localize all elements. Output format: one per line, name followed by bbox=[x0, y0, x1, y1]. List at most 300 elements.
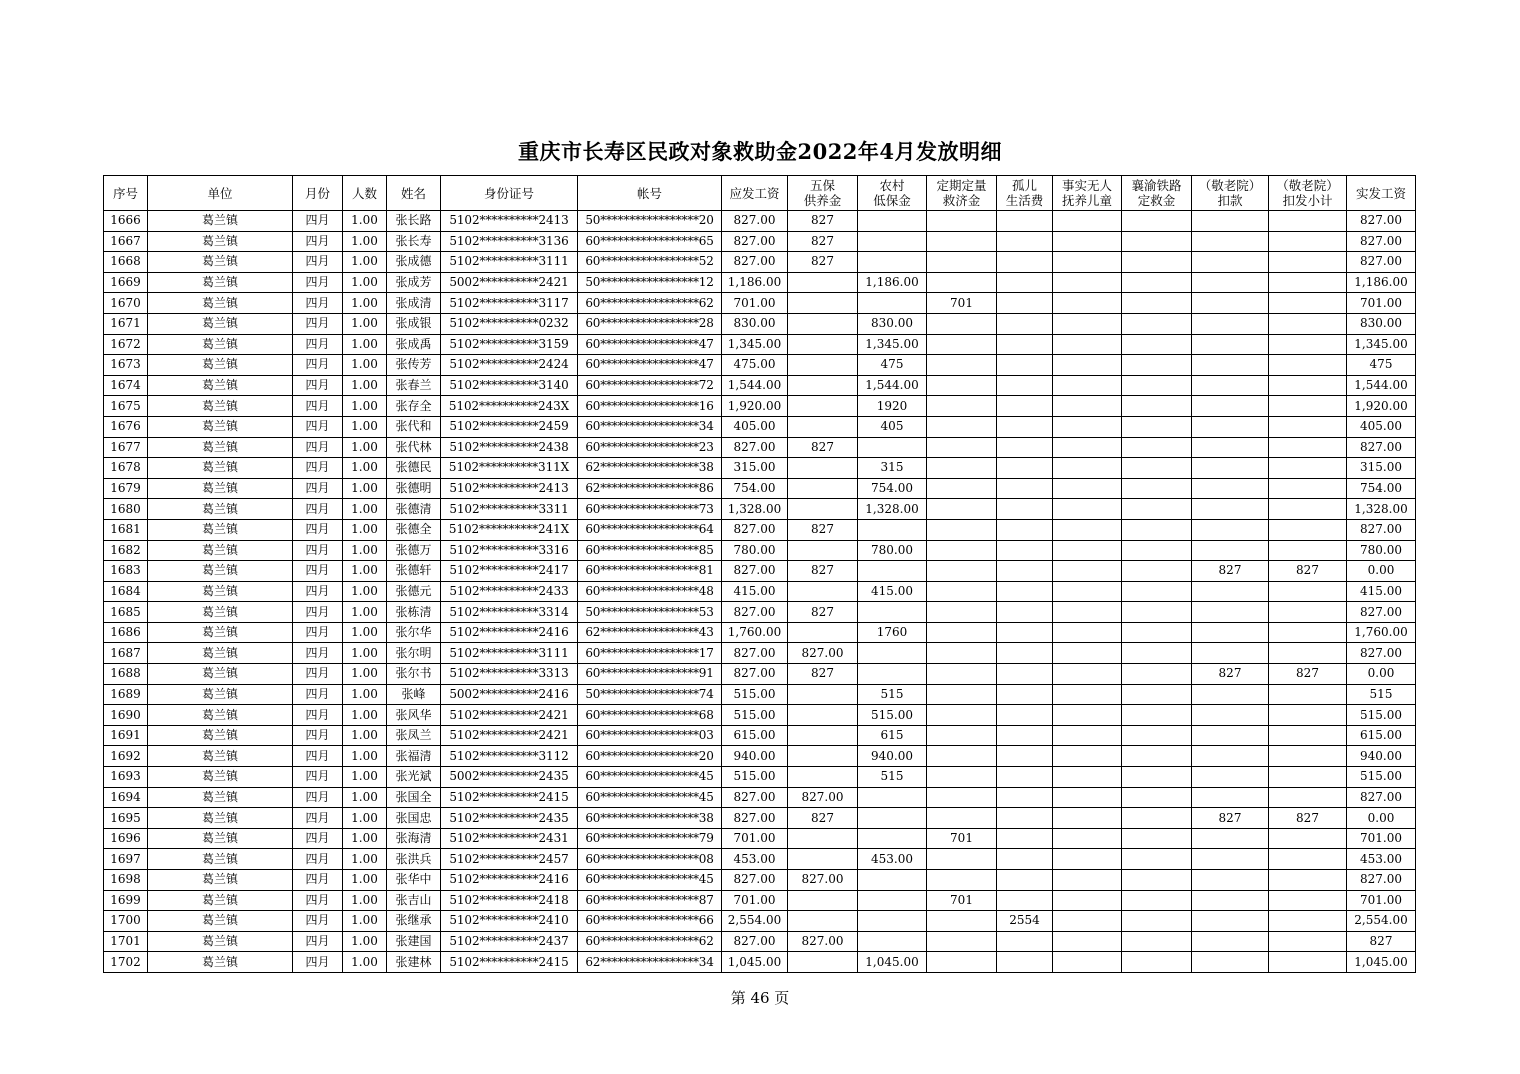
col-month-cell: 四月 bbox=[293, 334, 343, 355]
col-id-cell: 5102**********3311 bbox=[441, 499, 578, 520]
col-count-cell: 1.00 bbox=[343, 252, 387, 273]
col-account-cell: 50*****************12 bbox=[578, 272, 722, 293]
col-deduction-subtotal-cell bbox=[1269, 911, 1347, 932]
col-wubao-cell bbox=[788, 313, 858, 334]
col-xiangyu-cell bbox=[1122, 767, 1192, 788]
col-seq-cell: 1679 bbox=[104, 478, 148, 499]
col-payable-cell: 453.00 bbox=[722, 849, 788, 870]
col-dingqi-cell bbox=[927, 458, 997, 479]
table-row bbox=[104, 561, 1416, 582]
col-wubao-cell bbox=[788, 334, 858, 355]
col-deduction-subtotal-cell bbox=[1269, 787, 1347, 808]
col-dibao-cell: 453.00 bbox=[858, 849, 927, 870]
col-payable-cell: 827.00 bbox=[722, 787, 788, 808]
col-dibao-cell: 1920 bbox=[858, 396, 927, 417]
col-unattended-child-cell bbox=[1053, 540, 1122, 561]
col-payable-cell: 827.00 bbox=[722, 231, 788, 252]
col-dingqi-cell bbox=[927, 931, 997, 952]
table-row bbox=[104, 664, 1416, 685]
col-payable-cell: 780.00 bbox=[722, 540, 788, 561]
col-actual-cell: 827.00 bbox=[1347, 519, 1416, 540]
col-month-cell: 四月 bbox=[293, 375, 343, 396]
col-dibao-cell: 415.00 bbox=[858, 581, 927, 602]
col-unit-cell: 葛兰镇 bbox=[148, 643, 293, 664]
col-deduction-subtotal-cell bbox=[1269, 416, 1347, 437]
col-account-cell: 60*****************38 bbox=[578, 808, 722, 829]
col-wubao-cell: 827 bbox=[788, 231, 858, 252]
table-row bbox=[104, 643, 1416, 664]
col-actual-cell: 415.00 bbox=[1347, 581, 1416, 602]
col-deduction-subtotal-cell bbox=[1269, 334, 1347, 355]
col-payable-cell: 827.00 bbox=[722, 931, 788, 952]
col-payable-cell: 827.00 bbox=[722, 664, 788, 685]
table-row bbox=[104, 458, 1416, 479]
col-id-cell: 5002**********2421 bbox=[441, 272, 578, 293]
col-account-cell: 60*****************47 bbox=[578, 355, 722, 376]
col-dibao-cell bbox=[858, 437, 927, 458]
col-account-cell: 60*****************23 bbox=[578, 437, 722, 458]
col-month-cell: 四月 bbox=[293, 293, 343, 314]
col-deduction-cell: 827 bbox=[1192, 808, 1269, 829]
col-id-cell: 5102**********3136 bbox=[441, 231, 578, 252]
col-deduction-cell bbox=[1192, 231, 1269, 252]
col-month-cell: 四月 bbox=[293, 252, 343, 273]
col-dingqi-cell bbox=[927, 622, 997, 643]
col-orphan-cell bbox=[997, 252, 1053, 273]
col-account-cell: 60*****************73 bbox=[578, 499, 722, 520]
col-deduction-subtotal-cell bbox=[1269, 231, 1347, 252]
col-dingqi-cell bbox=[927, 355, 997, 376]
col-dibao-cell bbox=[858, 519, 927, 540]
col-seq-cell: 1668 bbox=[104, 252, 148, 273]
table-row bbox=[104, 334, 1416, 355]
col-deduction-subtotal-cell: 827 bbox=[1269, 664, 1347, 685]
col-deduction-subtotal-cell bbox=[1269, 437, 1347, 458]
col-seq-cell: 1676 bbox=[104, 416, 148, 437]
col-dibao-cell: 830.00 bbox=[858, 313, 927, 334]
table-row bbox=[104, 231, 1416, 252]
col-orphan-cell bbox=[997, 272, 1053, 293]
col-unattended-child-cell bbox=[1053, 931, 1122, 952]
col-count-cell: 1.00 bbox=[343, 478, 387, 499]
col-orphan-cell bbox=[997, 767, 1053, 788]
col-dingqi-cell: 701 bbox=[927, 890, 997, 911]
col-id-cell: 5102**********3313 bbox=[441, 664, 578, 685]
col-dingqi-cell bbox=[927, 952, 997, 973]
col-xiangyu-cell bbox=[1122, 725, 1192, 746]
col-dibao-cell bbox=[858, 252, 927, 273]
col-deduction-subtotal-cell: 827 bbox=[1269, 808, 1347, 829]
col-month-cell: 四月 bbox=[293, 725, 343, 746]
col-dibao-cell bbox=[858, 787, 927, 808]
col-count-cell: 1.00 bbox=[343, 293, 387, 314]
col-unit-cell: 葛兰镇 bbox=[148, 334, 293, 355]
col-unattended-child-cell bbox=[1053, 499, 1122, 520]
col-dingqi-cell bbox=[927, 437, 997, 458]
col-account-cell: 50*****************74 bbox=[578, 684, 722, 705]
col-seq-cell: 1675 bbox=[104, 396, 148, 417]
col-month-cell: 四月 bbox=[293, 416, 343, 437]
col-id-cell: 5102**********2413 bbox=[441, 211, 578, 232]
col-dibao-cell bbox=[858, 561, 927, 582]
table-row bbox=[104, 313, 1416, 334]
col-orphan-cell bbox=[997, 313, 1053, 334]
table-row bbox=[104, 416, 1416, 437]
col-month-cell: 四月 bbox=[293, 602, 343, 623]
col-xiangyu-cell bbox=[1122, 931, 1192, 952]
col-dingqi-cell bbox=[927, 767, 997, 788]
col-count-cell: 1.00 bbox=[343, 375, 387, 396]
col-deduction-cell bbox=[1192, 828, 1269, 849]
col-account-cell: 60*****************47 bbox=[578, 334, 722, 355]
col-account-cell: 60*****************65 bbox=[578, 231, 722, 252]
col-xiangyu-cell bbox=[1122, 664, 1192, 685]
col-name-cell: 张成禹 bbox=[387, 334, 441, 355]
col-name-cell: 张代和 bbox=[387, 416, 441, 437]
col-dibao-cell bbox=[858, 870, 927, 891]
col-month-cell: 四月 bbox=[293, 870, 343, 891]
col-unattended-child-cell bbox=[1053, 828, 1122, 849]
col-id-cell: 5102**********2418 bbox=[441, 890, 578, 911]
col-xiangyu-cell bbox=[1122, 334, 1192, 355]
col-unit-cell: 葛兰镇 bbox=[148, 705, 293, 726]
col-deduction-cell bbox=[1192, 767, 1269, 788]
col-dingqi-cell bbox=[927, 911, 997, 932]
col-count-cell: 1.00 bbox=[343, 767, 387, 788]
col-dingqi-cell bbox=[927, 705, 997, 726]
col-id-cell: 5102**********3112 bbox=[441, 746, 578, 767]
col-payable-cell: 315.00 bbox=[722, 458, 788, 479]
col-wubao-cell bbox=[788, 375, 858, 396]
col-seq-cell: 1685 bbox=[104, 602, 148, 623]
col-orphan-cell bbox=[997, 581, 1053, 602]
col-count-cell: 1.00 bbox=[343, 540, 387, 561]
col-id-cell: 5102**********2413 bbox=[441, 478, 578, 499]
col-xiangyu-cell bbox=[1122, 787, 1192, 808]
table-row bbox=[104, 870, 1416, 891]
col-xiangyu-cell bbox=[1122, 602, 1192, 623]
col-dibao-cell bbox=[858, 602, 927, 623]
col-name-cell: 张洪兵 bbox=[387, 849, 441, 870]
col-id-cell: 5102**********2416 bbox=[441, 870, 578, 891]
col-deduction-subtotal-cell bbox=[1269, 375, 1347, 396]
col-month-cell: 四月 bbox=[293, 458, 343, 479]
col-payable-cell: 1,045.00 bbox=[722, 952, 788, 973]
col-deduction-subtotal-cell bbox=[1269, 478, 1347, 499]
col-deduction-cell bbox=[1192, 931, 1269, 952]
col-actual-cell: 827.00 bbox=[1347, 437, 1416, 458]
col-unit-cell: 葛兰镇 bbox=[148, 808, 293, 829]
col-dibao-cell bbox=[858, 931, 927, 952]
col-deduction-cell bbox=[1192, 334, 1269, 355]
col-seq-cell: 1694 bbox=[104, 787, 148, 808]
col-wubao-cell bbox=[788, 396, 858, 417]
col-xiangyu-cell bbox=[1122, 890, 1192, 911]
col-deduction-cell bbox=[1192, 416, 1269, 437]
col-orphan-header: 孤儿 生活费 bbox=[997, 176, 1053, 211]
col-id-cell: 5102**********2459 bbox=[441, 416, 578, 437]
col-account-cell: 60*****************87 bbox=[578, 890, 722, 911]
col-unattended-child-cell bbox=[1053, 272, 1122, 293]
table-row bbox=[104, 849, 1416, 870]
col-xiangyu-cell bbox=[1122, 375, 1192, 396]
col-name-cell: 张国全 bbox=[387, 787, 441, 808]
col-dingqi-cell bbox=[927, 478, 997, 499]
col-xiangyu-cell bbox=[1122, 643, 1192, 664]
col-deduction-subtotal-header: （敬老院） 扣发小计 bbox=[1269, 176, 1347, 211]
col-deduction-subtotal-cell bbox=[1269, 458, 1347, 479]
col-deduction-subtotal-cell bbox=[1269, 828, 1347, 849]
col-orphan-cell bbox=[997, 334, 1053, 355]
col-xiangyu-cell bbox=[1122, 870, 1192, 891]
col-account-cell: 60*****************34 bbox=[578, 416, 722, 437]
table-row bbox=[104, 293, 1416, 314]
col-unattended-child-cell bbox=[1053, 416, 1122, 437]
col-deduction-cell bbox=[1192, 890, 1269, 911]
col-id-cell: 5102**********2416 bbox=[441, 622, 578, 643]
col-month-cell: 四月 bbox=[293, 664, 343, 685]
col-wubao-cell bbox=[788, 684, 858, 705]
table-row bbox=[104, 890, 1416, 911]
col-seq-cell: 1692 bbox=[104, 746, 148, 767]
col-id-cell: 5102**********2433 bbox=[441, 581, 578, 602]
col-month-cell: 四月 bbox=[293, 890, 343, 911]
col-name-cell: 张成德 bbox=[387, 252, 441, 273]
col-account-cell: 60*****************91 bbox=[578, 664, 722, 685]
col-deduction-cell bbox=[1192, 396, 1269, 417]
col-actual-cell: 827.00 bbox=[1347, 252, 1416, 273]
col-deduction-cell bbox=[1192, 519, 1269, 540]
col-seq-cell: 1669 bbox=[104, 272, 148, 293]
col-count-cell: 1.00 bbox=[343, 519, 387, 540]
col-orphan-cell bbox=[997, 355, 1053, 376]
col-month-cell: 四月 bbox=[293, 519, 343, 540]
col-id-cell: 5102**********3140 bbox=[441, 375, 578, 396]
col-unattended-child-cell bbox=[1053, 458, 1122, 479]
col-dibao-cell bbox=[858, 890, 927, 911]
col-account-cell: 50*****************53 bbox=[578, 602, 722, 623]
col-count-cell: 1.00 bbox=[343, 272, 387, 293]
col-name-cell: 张代林 bbox=[387, 437, 441, 458]
col-dingqi-cell bbox=[927, 746, 997, 767]
col-deduction-subtotal-cell bbox=[1269, 293, 1347, 314]
col-orphan-cell bbox=[997, 458, 1053, 479]
col-orphan-cell bbox=[997, 499, 1053, 520]
col-xiangyu-cell bbox=[1122, 252, 1192, 273]
col-wubao-cell: 827.00 bbox=[788, 643, 858, 664]
col-count-cell: 1.00 bbox=[343, 828, 387, 849]
col-xiangyu-cell bbox=[1122, 622, 1192, 643]
col-seq-cell: 1671 bbox=[104, 313, 148, 334]
col-count-cell: 1.00 bbox=[343, 787, 387, 808]
col-count-cell: 1.00 bbox=[343, 458, 387, 479]
col-unattended-child-cell bbox=[1053, 746, 1122, 767]
col-payable-cell: 827.00 bbox=[722, 808, 788, 829]
col-orphan-cell bbox=[997, 952, 1053, 973]
col-deduction-subtotal-cell bbox=[1269, 746, 1347, 767]
col-dibao-cell: 515.00 bbox=[858, 705, 927, 726]
col-dingqi-cell bbox=[927, 581, 997, 602]
col-id-cell: 5102**********2457 bbox=[441, 849, 578, 870]
col-wubao-cell bbox=[788, 828, 858, 849]
col-deduction-cell bbox=[1192, 499, 1269, 520]
col-actual-cell: 1,544.00 bbox=[1347, 375, 1416, 396]
table-row bbox=[104, 911, 1416, 932]
col-unit-header: 单位 bbox=[148, 176, 293, 211]
col-xiangyu-cell bbox=[1122, 849, 1192, 870]
col-orphan-cell bbox=[997, 643, 1053, 664]
col-month-cell: 四月 bbox=[293, 684, 343, 705]
col-id-cell: 5102**********3314 bbox=[441, 602, 578, 623]
table-row bbox=[104, 437, 1416, 458]
col-id-cell: 5102**********243X bbox=[441, 396, 578, 417]
col-unattended-child-cell bbox=[1053, 787, 1122, 808]
col-deduction-subtotal-cell bbox=[1269, 252, 1347, 273]
col-xiangyu-cell bbox=[1122, 396, 1192, 417]
col-wubao-cell: 827 bbox=[788, 561, 858, 582]
col-month-cell: 四月 bbox=[293, 643, 343, 664]
col-deduction-cell bbox=[1192, 622, 1269, 643]
col-wubao-cell: 827.00 bbox=[788, 787, 858, 808]
col-xiangyu-cell bbox=[1122, 211, 1192, 232]
col-name-cell: 张建林 bbox=[387, 952, 441, 973]
col-unit-cell: 葛兰镇 bbox=[148, 581, 293, 602]
col-name-cell: 张凤兰 bbox=[387, 725, 441, 746]
col-orphan-cell bbox=[997, 293, 1053, 314]
col-unit-cell: 葛兰镇 bbox=[148, 211, 293, 232]
col-month-cell: 四月 bbox=[293, 540, 343, 561]
col-unattended-child-cell bbox=[1053, 313, 1122, 334]
col-orphan-cell bbox=[997, 416, 1053, 437]
col-unattended-child-cell bbox=[1053, 808, 1122, 829]
col-id-cell: 5102**********2421 bbox=[441, 725, 578, 746]
col-wubao-cell bbox=[788, 767, 858, 788]
col-account-cell: 60*****************17 bbox=[578, 643, 722, 664]
col-unit-cell: 葛兰镇 bbox=[148, 231, 293, 252]
col-dingqi-cell bbox=[927, 416, 997, 437]
col-name-cell: 张海清 bbox=[387, 828, 441, 849]
col-dibao-cell: 1,045.00 bbox=[858, 952, 927, 973]
col-xiangyu-cell bbox=[1122, 684, 1192, 705]
table-row bbox=[104, 602, 1416, 623]
col-deduction-cell: 827 bbox=[1192, 664, 1269, 685]
col-wubao-cell bbox=[788, 849, 858, 870]
col-deduction-cell bbox=[1192, 458, 1269, 479]
col-unattended-child-cell bbox=[1053, 581, 1122, 602]
col-seq-cell: 1691 bbox=[104, 725, 148, 746]
col-actual-cell: 827.00 bbox=[1347, 602, 1416, 623]
col-id-cell: 5102**********2417 bbox=[441, 561, 578, 582]
col-unit-cell: 葛兰镇 bbox=[148, 396, 293, 417]
col-unit-cell: 葛兰镇 bbox=[148, 499, 293, 520]
col-unit-cell: 葛兰镇 bbox=[148, 272, 293, 293]
col-orphan-cell bbox=[997, 849, 1053, 870]
col-count-cell: 1.00 bbox=[343, 561, 387, 582]
col-unit-cell: 葛兰镇 bbox=[148, 767, 293, 788]
col-unattended-child-cell bbox=[1053, 252, 1122, 273]
col-seq-cell: 1701 bbox=[104, 931, 148, 952]
col-xiangyu-cell bbox=[1122, 911, 1192, 932]
col-wubao-cell bbox=[788, 725, 858, 746]
col-month-cell: 四月 bbox=[293, 437, 343, 458]
col-orphan-cell: 2554 bbox=[997, 911, 1053, 932]
col-account-header: 帐号 bbox=[578, 176, 722, 211]
col-payable-cell: 1,328.00 bbox=[722, 499, 788, 520]
col-unattended-child-cell bbox=[1053, 561, 1122, 582]
col-payable-cell: 415.00 bbox=[722, 581, 788, 602]
col-month-cell: 四月 bbox=[293, 911, 343, 932]
col-xiangyu-cell bbox=[1122, 705, 1192, 726]
col-orphan-cell bbox=[997, 808, 1053, 829]
col-payable-cell: 515.00 bbox=[722, 705, 788, 726]
col-id-cell: 5102**********3111 bbox=[441, 252, 578, 273]
col-payable-cell: 827.00 bbox=[722, 643, 788, 664]
col-name-cell: 张德轩 bbox=[387, 561, 441, 582]
col-wubao-cell: 827 bbox=[788, 252, 858, 273]
table-row bbox=[104, 746, 1416, 767]
col-name-cell: 张长路 bbox=[387, 211, 441, 232]
col-count-cell: 1.00 bbox=[343, 725, 387, 746]
col-wubao-cell bbox=[788, 478, 858, 499]
col-unit-cell: 葛兰镇 bbox=[148, 478, 293, 499]
col-deduction-subtotal-cell bbox=[1269, 396, 1347, 417]
col-wubao-cell: 827 bbox=[788, 519, 858, 540]
col-dingqi-cell: 701 bbox=[927, 293, 997, 314]
col-actual-cell: 453.00 bbox=[1347, 849, 1416, 870]
col-dingqi-cell bbox=[927, 849, 997, 870]
col-unattended-child-cell bbox=[1053, 396, 1122, 417]
col-seq-cell: 1688 bbox=[104, 664, 148, 685]
col-dibao-cell bbox=[858, 664, 927, 685]
col-xiangyu-header: 襄渝铁路 定救金 bbox=[1122, 176, 1192, 211]
col-account-cell: 62*****************38 bbox=[578, 458, 722, 479]
col-seq-cell: 1682 bbox=[104, 540, 148, 561]
col-name-cell: 张吉山 bbox=[387, 890, 441, 911]
col-dibao-cell: 515 bbox=[858, 684, 927, 705]
col-month-cell: 四月 bbox=[293, 499, 343, 520]
col-count-cell: 1.00 bbox=[343, 313, 387, 334]
col-dingqi-cell bbox=[927, 725, 997, 746]
col-deduction-cell bbox=[1192, 211, 1269, 232]
col-count-cell: 1.00 bbox=[343, 231, 387, 252]
col-dingqi-cell bbox=[927, 787, 997, 808]
col-count-cell: 1.00 bbox=[343, 211, 387, 232]
col-month-cell: 四月 bbox=[293, 931, 343, 952]
col-unattended-child-cell bbox=[1053, 334, 1122, 355]
col-account-cell: 62*****************34 bbox=[578, 952, 722, 973]
col-orphan-cell bbox=[997, 231, 1053, 252]
col-actual-cell: 780.00 bbox=[1347, 540, 1416, 561]
col-unit-cell: 葛兰镇 bbox=[148, 849, 293, 870]
col-unattended-child-cell bbox=[1053, 705, 1122, 726]
col-deduction-cell bbox=[1192, 313, 1269, 334]
col-account-cell: 60*****************64 bbox=[578, 519, 722, 540]
col-dibao-cell: 754.00 bbox=[858, 478, 927, 499]
col-month-cell: 四月 bbox=[293, 231, 343, 252]
table-row bbox=[104, 684, 1416, 705]
col-seq-cell: 1680 bbox=[104, 499, 148, 520]
col-seq-cell: 1674 bbox=[104, 375, 148, 396]
col-wubao-cell: 827 bbox=[788, 664, 858, 685]
col-month-cell: 四月 bbox=[293, 808, 343, 829]
col-deduction-cell bbox=[1192, 272, 1269, 293]
col-account-cell: 60*****************08 bbox=[578, 849, 722, 870]
col-payable-cell: 940.00 bbox=[722, 746, 788, 767]
col-orphan-cell bbox=[997, 437, 1053, 458]
col-wubao-cell: 827.00 bbox=[788, 870, 858, 891]
table-row bbox=[104, 952, 1416, 973]
col-wubao-cell bbox=[788, 581, 858, 602]
